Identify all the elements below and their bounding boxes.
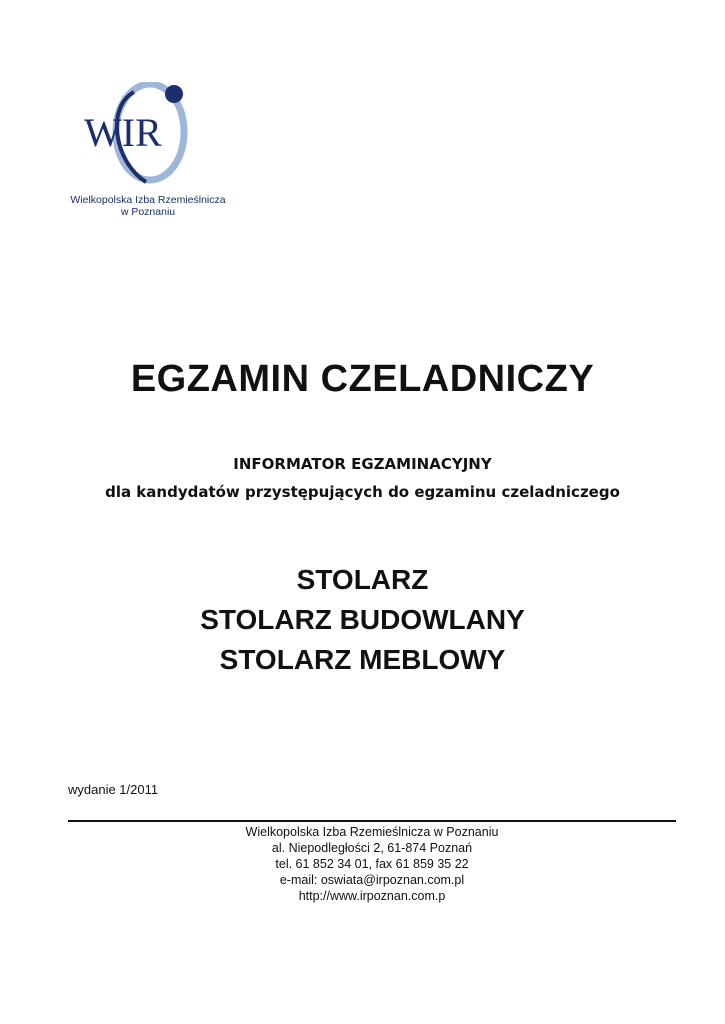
document-title: EGZAMIN CZELADNICZY	[130, 358, 595, 400]
trade-item: STOLARZ MEBLOWY	[219, 644, 506, 675]
logo-caption	[68, 194, 228, 218]
footer	[68, 824, 676, 904]
info-heading: INFORMATOR EGZAMINACYJNY	[233, 455, 492, 473]
logo-caption-line1: Wielkopolska Izba Rzemieślnicza	[70, 194, 226, 206]
footer-divider	[68, 820, 676, 822]
info-subheading: dla kandydatów przystępujących do egzaminu czeladniczego	[105, 483, 620, 501]
trade-item: STOLARZ	[296, 564, 429, 595]
footer-email[interactable]: e-mail: oswiata@irpoznan.com.pl	[279, 873, 465, 887]
logo-caption-line2: w Poznaniu	[120, 206, 176, 218]
logo-mark	[76, 82, 196, 192]
trades-list	[0, 560, 725, 680]
edition-label: wydanie 1/2011	[68, 782, 159, 797]
footer-org: Wielkopolska Izba Rzemieślnicza w Poznaniu	[245, 825, 499, 839]
footer-website[interactable]: http://www.irpoznan.com.p	[298, 889, 446, 903]
trade-item: STOLARZ BUDOWLANY	[200, 604, 525, 635]
logo-letters: WIR	[84, 110, 162, 155]
footer-phone: tel. 61 852 34 01, fax 61 859 35 22	[275, 857, 469, 871]
footer-address: al. Niepodległości 2, 61-874 Poznań	[271, 841, 473, 855]
logo	[68, 82, 228, 232]
